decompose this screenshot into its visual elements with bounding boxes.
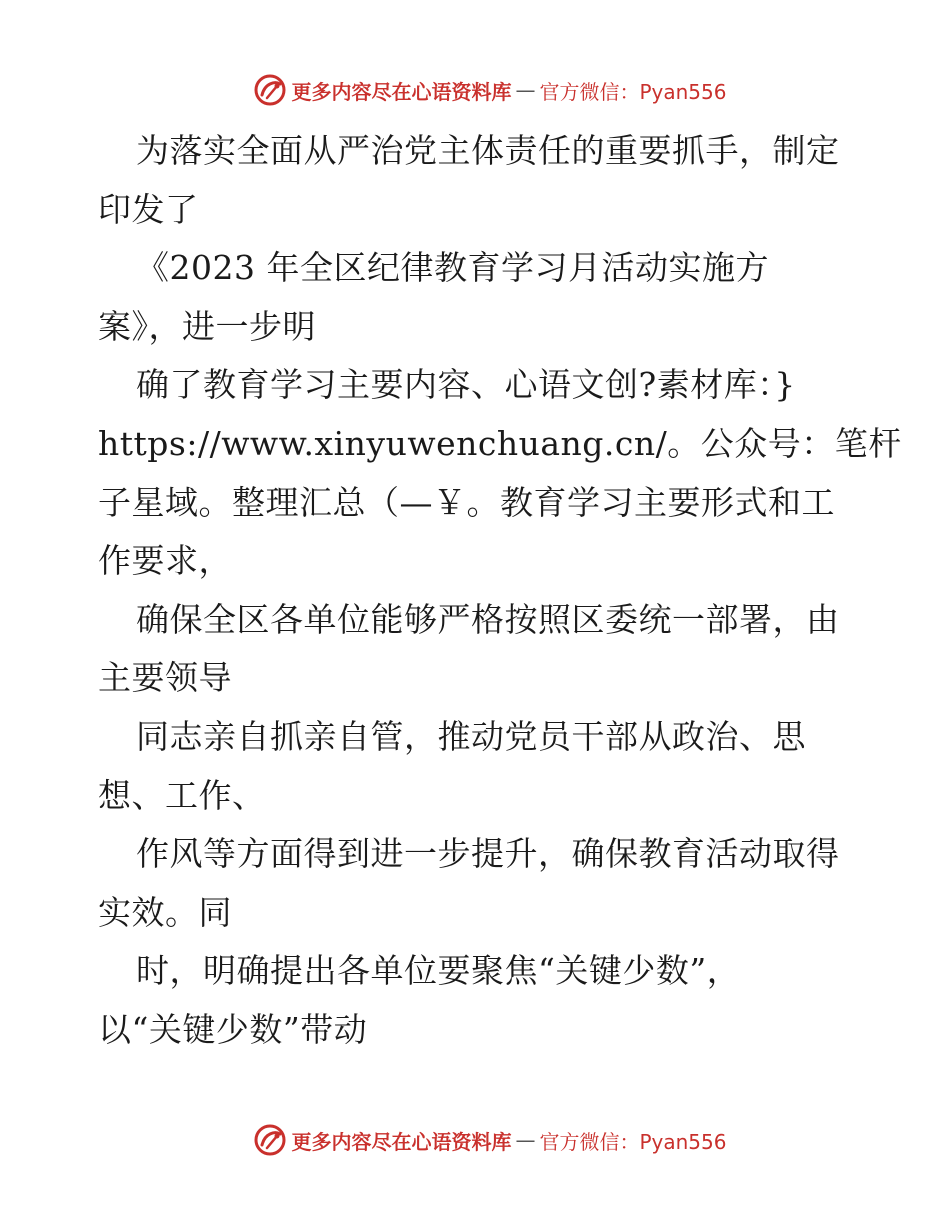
footer-banner-contact: 官方微信：Pyan556 bbox=[539, 1129, 727, 1154]
paragraph-line: 印发了 bbox=[98, 189, 199, 229]
document-body bbox=[98, 122, 902, 1060]
footer-banner-text: 更多内容尽在心语资料库 bbox=[291, 1129, 512, 1154]
paragraph-line: 为落实全面从严治党主体责任的重要抓手，制定 bbox=[136, 131, 840, 170]
paragraph-line: 作风等方面得到进一步提升，确保教育活动取得 bbox=[136, 834, 840, 874]
paragraph-line: 确保全区各单位能够严格按照区委统一部署，由 bbox=[136, 599, 840, 639]
paragraph-line: 案》，进一步明 bbox=[98, 306, 316, 346]
paragraph-line: 子星域。整理汇总（—￥。教育学习主要形式和工 bbox=[98, 482, 835, 522]
header-banner-contact: 官方微信：Pyan556 bbox=[539, 79, 727, 104]
footer-banner bbox=[0, 1120, 950, 1160]
logo-icon bbox=[253, 73, 287, 107]
logo-icon bbox=[253, 1123, 287, 1157]
header-banner-text: 更多内容尽在心语资料库 bbox=[291, 79, 512, 104]
paragraph-line: 以“关键少数”带动 bbox=[98, 1009, 368, 1049]
paragraph-line: 同志亲自抓亲自管，推动党员干部从政治、思 bbox=[136, 716, 806, 756]
paragraph-line: https://www.xinyuwenchuang.cn/。公众号：笔杆 bbox=[98, 423, 902, 463]
paragraph-line: 《2023 年全区纪律教育学习月活动实施方 bbox=[136, 248, 769, 288]
header-banner-separator: — bbox=[515, 78, 536, 102]
paragraph-line: 实效。同 bbox=[98, 892, 232, 932]
paragraph-line: 主要领导 bbox=[98, 658, 232, 698]
paragraph-line: 想、工作、 bbox=[98, 775, 266, 815]
paragraph-line: 时，明确提出各单位要聚焦“关键少数”， bbox=[136, 951, 741, 991]
footer-banner-separator: — bbox=[515, 1128, 536, 1152]
paragraph-line: 作要求， bbox=[98, 541, 232, 581]
footer-banner-content bbox=[253, 1123, 726, 1157]
header-banner-content bbox=[253, 73, 726, 107]
header-banner bbox=[0, 70, 950, 110]
paragraph-line: 确了教育学习主要内容、心语文创?素材库：} bbox=[136, 365, 796, 405]
